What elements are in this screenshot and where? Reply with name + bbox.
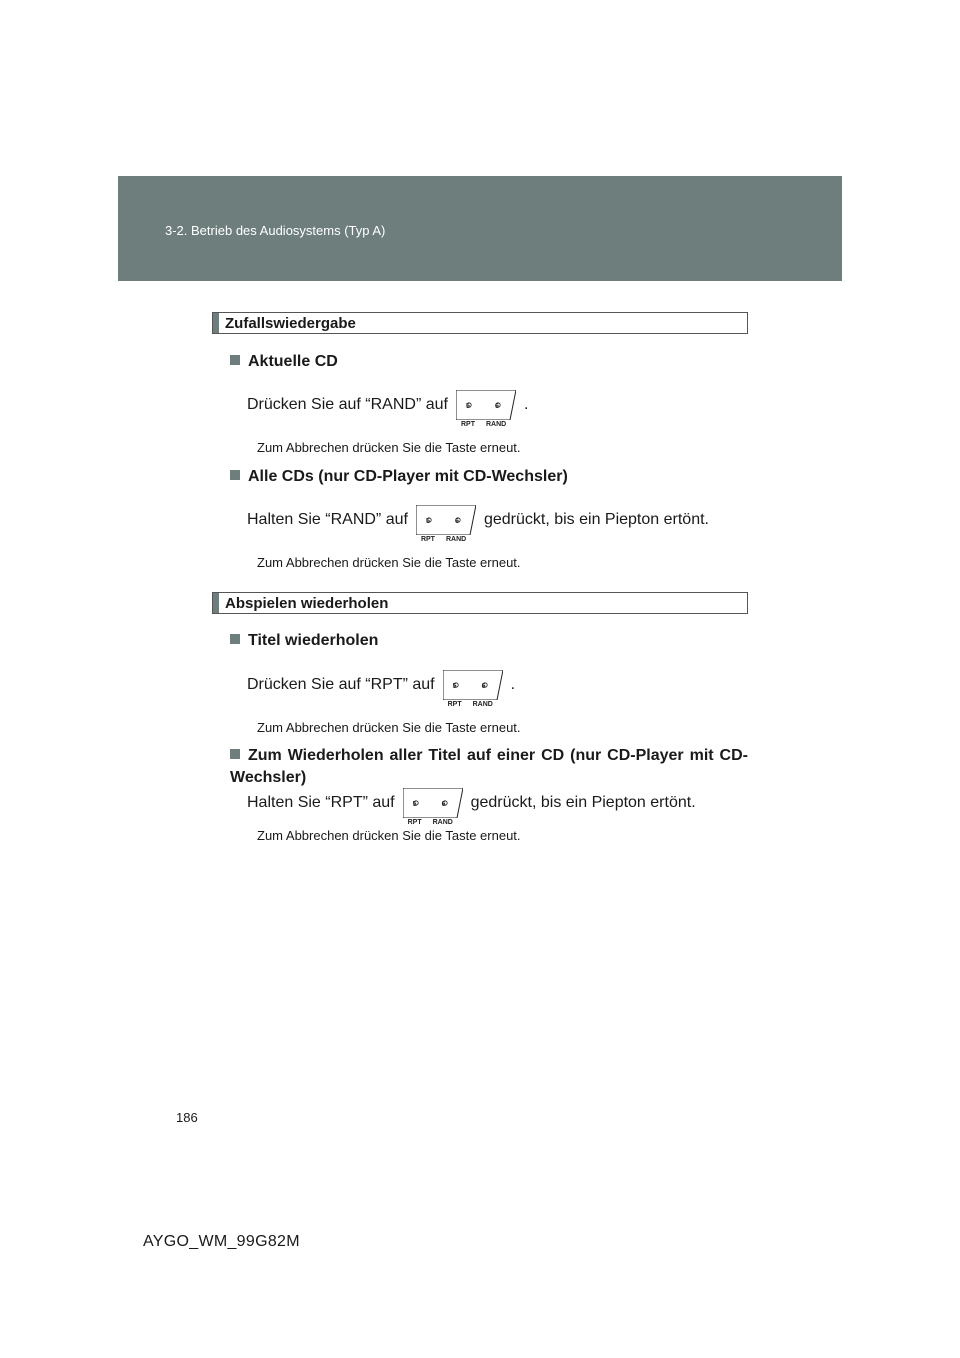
- note-cancel: Zum Abbrechen drücken Sie die Taste erneut.: [257, 720, 521, 735]
- bullet-square-icon: [230, 470, 240, 480]
- section-heading-repeat: [212, 592, 748, 614]
- instruction-repeat-track: Drücken Sie auf “RPT” auf 5 6 RPT RAND .: [247, 670, 515, 700]
- note-cancel: Zum Abbrechen drücken Sie die Taste erneut.: [257, 828, 521, 843]
- bullet-square-icon: [230, 634, 240, 644]
- rpt-rand-button-icon: 5 6 RPT RAND: [456, 390, 516, 420]
- bullet-square-icon: [230, 355, 240, 365]
- subheading-repeat-track: Titel wiederholen: [230, 630, 748, 652]
- instruction-repeat-all: Halten Sie “RPT” auf 5 6 RPT RAND gedrückt, bis ein Piepton ertönt.: [247, 788, 696, 818]
- chapter-header: [118, 176, 842, 281]
- chapter-title: 3-2. Betrieb des Audiosystems (Typ A): [165, 223, 386, 238]
- instruction-all-cds: Halten Sie “RAND” auf 5 6 RPT RAND gedrückt, bis ein Piepton ertönt.: [247, 505, 709, 535]
- document-code: AYGO_WM_99G82M: [143, 1233, 300, 1250]
- bullet-square-icon: [230, 749, 240, 759]
- rpt-rand-button-icon: 5 6 RPT RAND: [416, 505, 476, 535]
- note-cancel: Zum Abbrechen drücken Sie die Taste erneut.: [257, 555, 521, 570]
- page-number: 186: [176, 1110, 198, 1125]
- section-title: Zufallswiedergabe: [225, 315, 356, 332]
- section-title: Abspielen wiederholen: [225, 595, 389, 612]
- subheading-all-cds: Alle CDs (nur CD-Player mit CD-Wechsler): [230, 466, 748, 488]
- rpt-rand-button-icon: 5 6 RPT RAND: [443, 670, 503, 700]
- subheading-current-cd: Aktuelle CD: [230, 351, 748, 373]
- section-heading-random: [212, 312, 748, 334]
- note-cancel: Zum Abbrechen drücken Sie die Taste erneut.: [257, 440, 521, 455]
- instruction-current-cd: Drücken Sie auf “RAND” auf 5 6 RPT RAND .: [247, 390, 528, 420]
- subheading-repeat-all: Zum Wiederholen aller Titel auf einer CD (nur CD-Player mit CD-Wechsler): [230, 747, 748, 786]
- rpt-rand-button-icon: 5 6 RPT RAND: [403, 788, 463, 818]
